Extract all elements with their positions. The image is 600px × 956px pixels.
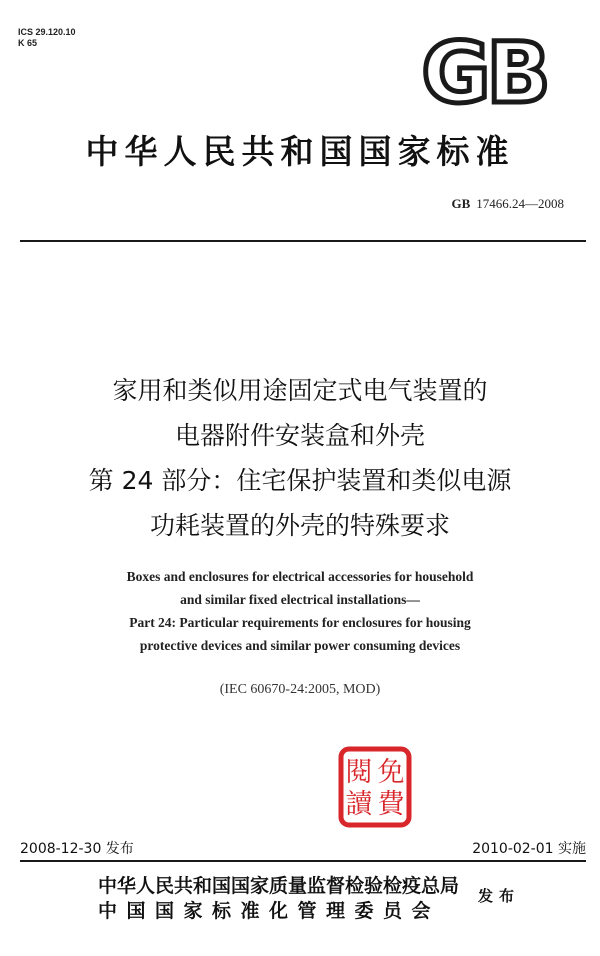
standard-type-title: 中华人民共和国国家标准 <box>85 132 515 171</box>
publish-label: 发布 <box>478 887 521 905</box>
english-title-line: Boxes and enclosures for electrical accessories for household <box>126 569 474 584</box>
gb-logo-text: GB <box>421 32 547 112</box>
seal-char: 閱 <box>345 757 373 788</box>
issuing-authorities <box>98 874 459 924</box>
iec-reference: (IEC 60670-24:2005, MOD) <box>219 682 381 697</box>
footer-divider <box>20 860 586 862</box>
seal-char: 免 <box>377 757 405 788</box>
ccs-code: K 65 <box>18 38 38 48</box>
seal-char: 讀 <box>345 789 373 820</box>
issuer-aqsiq: 中华人民共和国国家质量监督检验检疫总局 <box>98 875 460 897</box>
header-divider <box>20 240 586 242</box>
standard-number-value: 17466.24—2008 <box>476 196 564 211</box>
seal-char: 費 <box>377 789 405 820</box>
issue-date: 2008-12-30 发布 <box>20 841 134 857</box>
standard-number <box>451 196 564 212</box>
issuer-sac: 中国国家标准化管理委员会 <box>98 900 441 922</box>
chinese-title-line: 第 24 部分：住宅保护装置和类似电源 <box>88 466 512 495</box>
free-read-seal <box>338 746 412 828</box>
gb-logo <box>418 32 550 112</box>
chinese-title-line: 功耗装置的外壳的特殊要求 <box>149 511 450 540</box>
chinese-title-line: 电器附件安装盒和外壳 <box>174 421 425 450</box>
english-title <box>0 565 600 657</box>
classification-codes <box>18 27 76 49</box>
english-title-line: protective devices and similar power consuming devices <box>139 638 461 653</box>
ics-code: ICS 29.120.10 <box>18 27 76 37</box>
standard-prefix: GB <box>451 196 471 211</box>
implement-date: 2010-02-01 实施 <box>472 841 586 857</box>
english-title-line: and similar fixed electrical installations— <box>180 592 420 607</box>
english-title-line: Part 24: Particular requirements for enclosures for housing <box>129 615 471 630</box>
chinese-title-line: 家用和类似用途固定式电气装置的 <box>112 376 488 405</box>
chinese-title <box>0 368 600 548</box>
